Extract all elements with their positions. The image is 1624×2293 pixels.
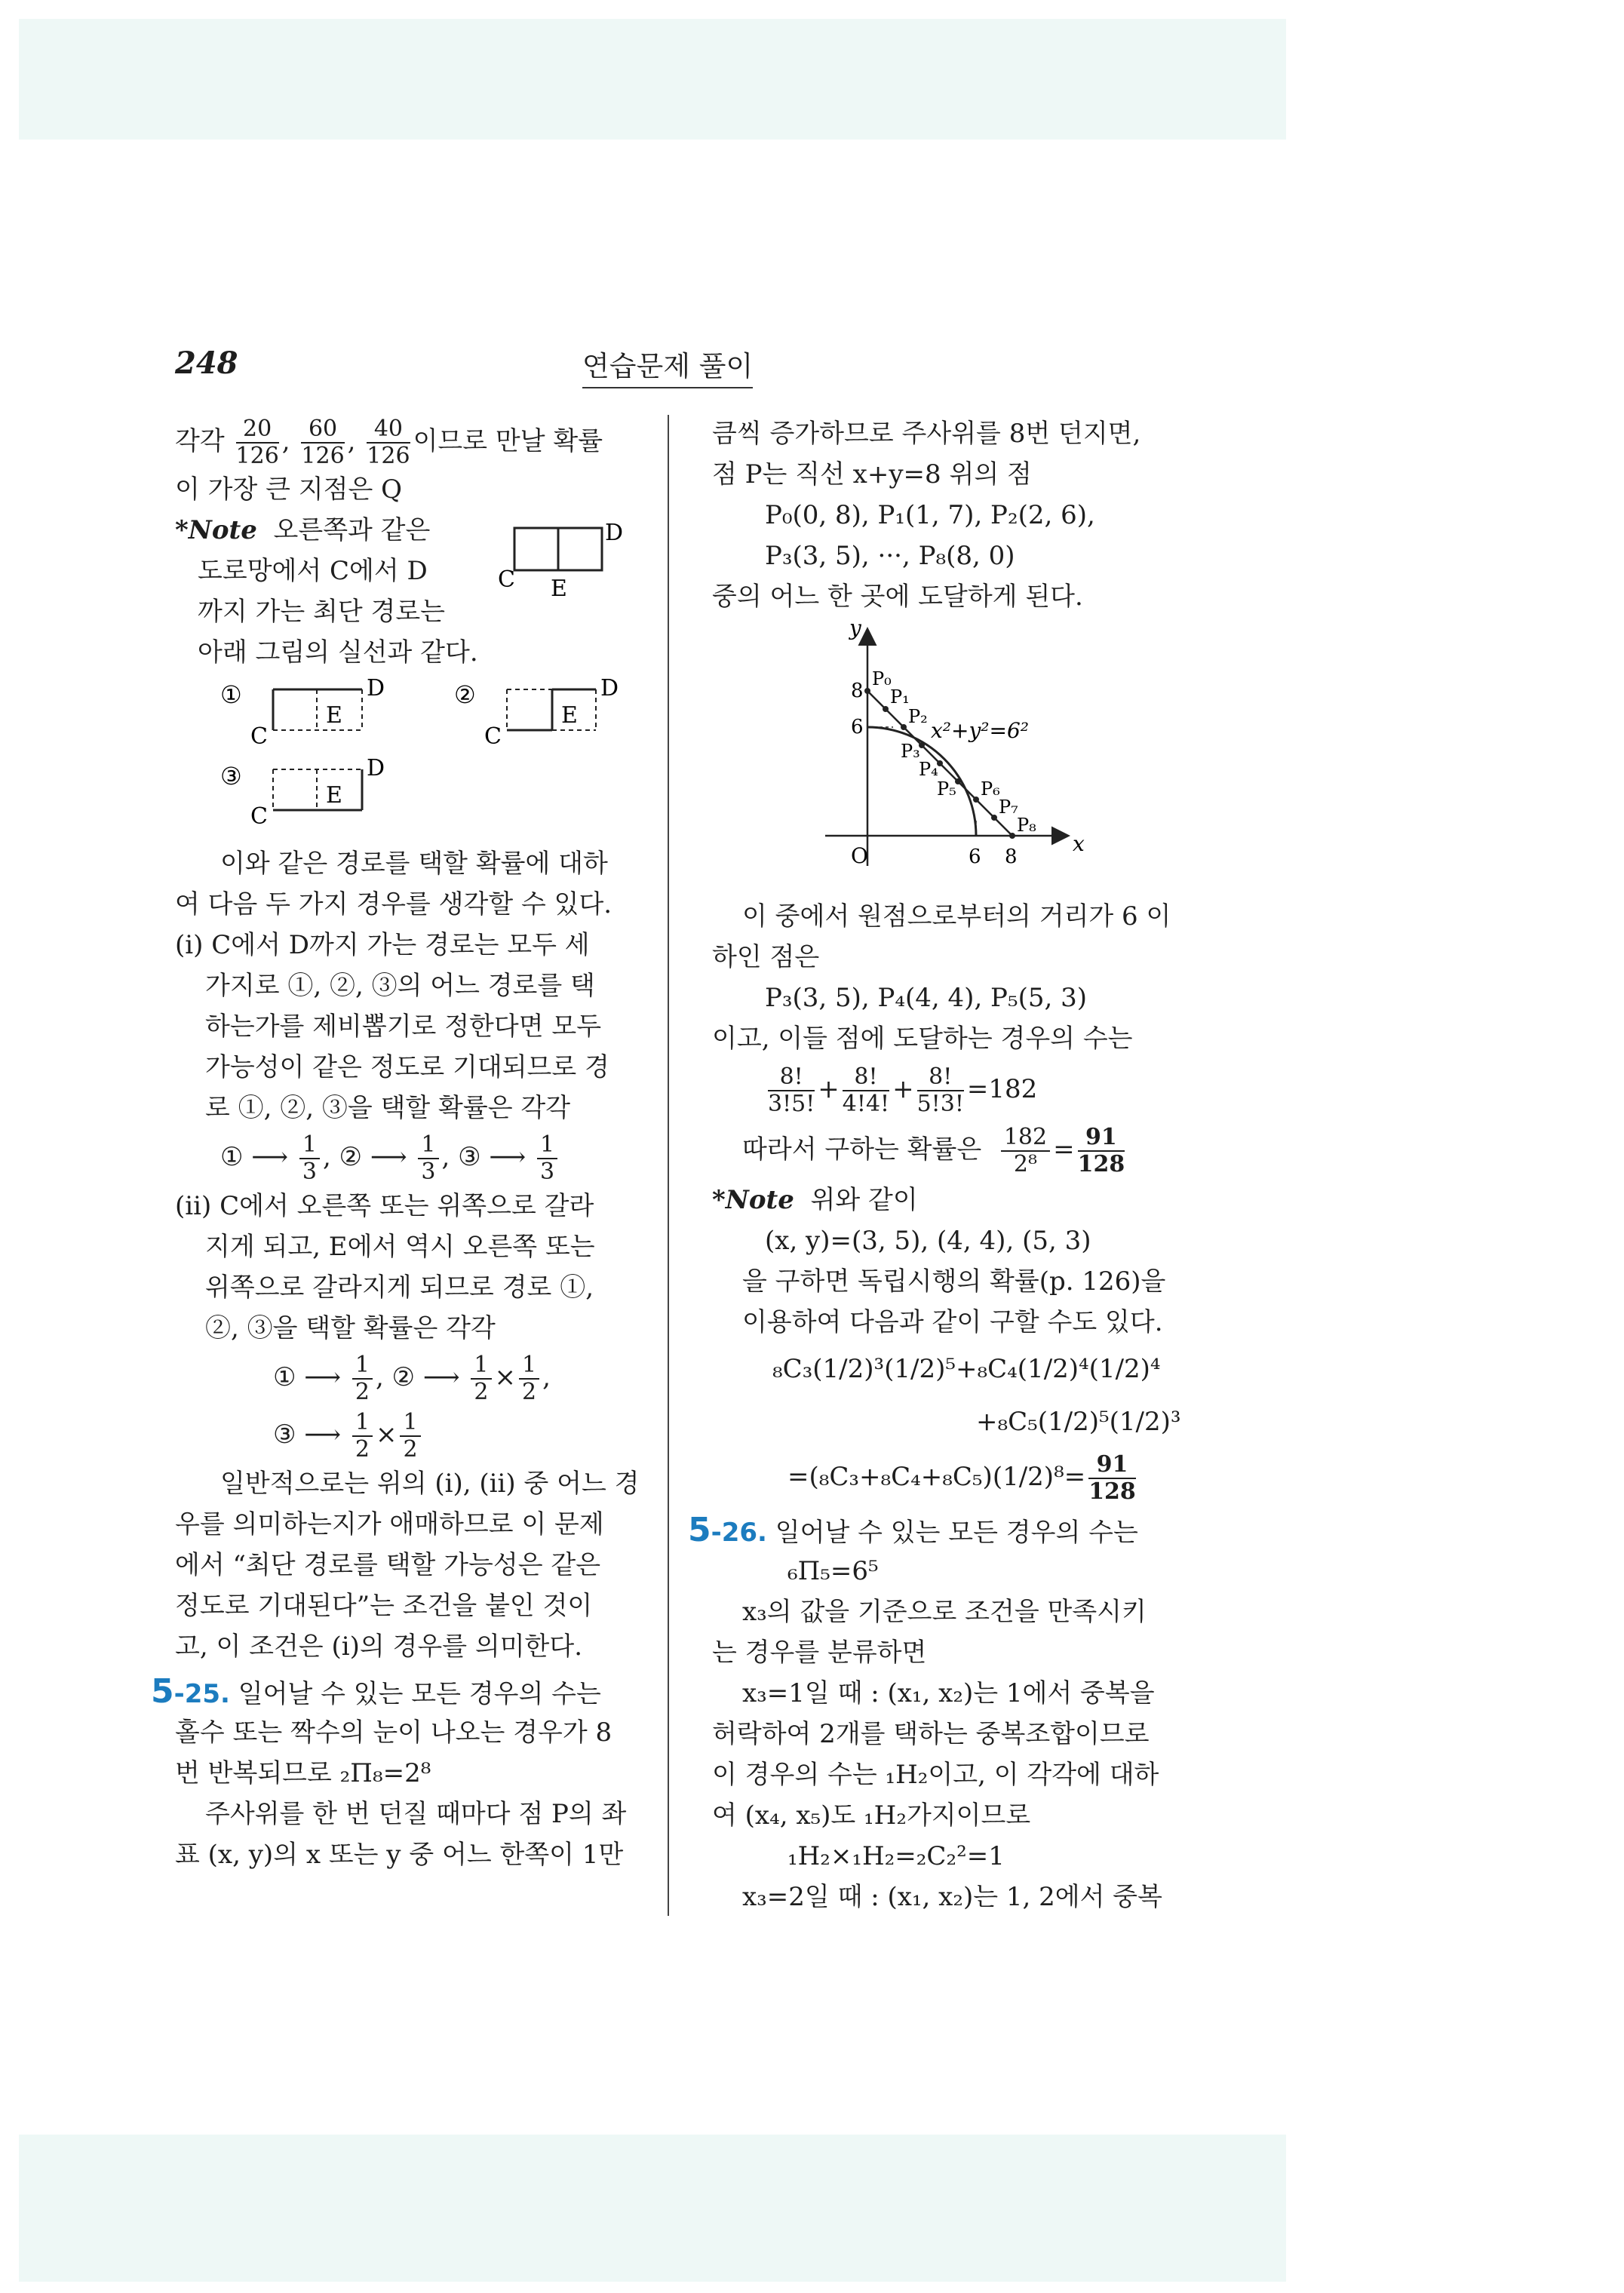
svg-text:P₅: P₅ [937, 778, 956, 800]
svg-text:C: C [250, 723, 268, 750]
column-divider [668, 415, 669, 1916]
svg-text:P₈: P₈ [1017, 815, 1036, 836]
svg-text:P₀: P₀ [872, 668, 892, 689]
problem-number: 5-25. [151, 1672, 230, 1711]
svg-text:y: y [849, 617, 861, 640]
intro-line: 각각 $\frac{20}{126}$ , $\frac{60}{126}$ , $\frac{40}{126}$ 이므로 만날 확률 [175, 416, 603, 469]
svg-text:x²+y²=6²: x²+y²=6² [931, 718, 1030, 743]
note-label: *Note [175, 515, 257, 545]
svg-text:D: D [600, 675, 619, 701]
path-diagrams [175, 673, 643, 831]
case2-equation-2: ③ ⟶ $\frac{1}{2}$ × $\frac{1}{2}$ [175, 1406, 643, 1463]
svg-text:8: 8 [851, 680, 864, 702]
svg-text:①: ① [220, 680, 242, 709]
svg-text:6: 6 [851, 716, 864, 738]
note-label: *Note [712, 1185, 794, 1215]
svg-text:P₆: P₆ [981, 778, 1000, 800]
page-number: 248 [175, 345, 238, 381]
top-color-band [19, 19, 1286, 140]
problem-number: 5-26. [688, 1511, 767, 1549]
fraction: $\frac{60}{126}$ [301, 416, 345, 469]
svg-text:P₁: P₁ [890, 686, 910, 708]
svg-text:C: C [250, 803, 268, 830]
problem-5-26: 5-26. 일어날 수 있는 모든 경우의 수는 [688, 1511, 1138, 1549]
expression-result: =(₈C₃+₈C₄+₈C₅)(1/2)⁸= $\frac{91}{128}$ [787, 1451, 1136, 1505]
sum-equation: $\frac{8!}{3!5!}$ + $\frac{8!}{4!4!}$ + $\frac{8!}{5!3!}$ =182 [768, 1064, 1038, 1117]
svg-text:x: x [1073, 831, 1085, 856]
probability-result: 따라서 구하는 확률은 $\frac{182}{\text{2⁸}}$ = $\frac{91}{128}$ [742, 1124, 1125, 1177]
fraction: $\frac{20}{126}$ [235, 416, 279, 469]
svg-text:C: C [484, 723, 502, 750]
svg-text:D: D [605, 520, 624, 546]
svg-text:D: D [367, 755, 385, 781]
svg-text:P₂: P₂ [908, 706, 928, 727]
svg-text:E: E [326, 782, 342, 809]
svg-text:E: E [561, 702, 578, 729]
text-line: 이 가장 큰 지점은 Q [175, 474, 403, 505]
road-network-diagram [492, 517, 628, 608]
svg-text:O: O [851, 843, 868, 868]
svg-text:②: ② [454, 680, 476, 709]
svg-text:P₇: P₇ [999, 797, 1018, 818]
problem-5-25: 5-25. 일어날 수 있는 모든 경우의 수는 [151, 1672, 601, 1711]
case2-equation-1: ① ⟶ $\frac{1}{2}$ , ② ⟶ $\frac{1}{2}$ × $\frac{1}{2}$ , [273, 1352, 551, 1405]
svg-text:③: ③ [220, 762, 242, 790]
svg-text:C: C [498, 566, 515, 593]
svg-text:P₄: P₄ [919, 759, 938, 780]
svg-text:D: D [367, 675, 385, 701]
case1-equation: ① ⟶ $\frac{1}{3}$ , ② ⟶ $\frac{1}{3}$ , ③ ⟶ $\frac{1}{3}$ [175, 1128, 643, 1186]
lattice-points [864, 688, 1015, 839]
note-block: *Note 오른쪽과 같은 도로망에서 C에서 D 까지 가는 최단 경로는 아래 그림의 실선과 같다. C D E [175, 510, 643, 673]
left-column: 각각 $\frac{20}{126}$ , $\frac{60}{126}$ , $\frac{40}{126}$ 이므로 만날 확률 이 가장 큰 지점은 Q *Note 오른쪽과 같은 도로망에서 C에서 D 까지 가는 최단 경로는 아래 그림의 실선과 같다. C D E ① C E D ② C E D ③ C E D 이와 같은 경로를 택할 확률에 대하 여 다음 두 가지 경우를 생각할 수 있다. (i) C에서 D까지 가는 경로는 모두 세 가지로 ①, ②, ③의 어느 경로를 택 하는가를 제비뽑기로 정한다면 모두 가능성이 같은 정도로 기대되므로 경 로 ①, ②, ③을 택할 확률은 각각 ① ⟶ $\frac{1}{3}$ , ② ⟶ $\frac{1}{3}$ , ③ ⟶ $\frac{1}{3}$ (ii) C에서 오른쪽 또는 위쪽으로 갈라 지게 되고, E에서 역시 오른쪽 또는 위쪽으로 갈라지게 되므로 경로 ①, ②, ③을 택할 확률은 각각 ① ⟶ $\frac{1}{2}$ , ② ⟶ $\frac{1}{2}$ × $\frac{1}{2}$ , ③ ⟶ $\frac{1}{2}$ × $\frac{1}{2}$ 일반적으로는 위의 (i), (ii) 중 어느 경 우를 의미하는지가 애매하므로 이 문제 에서 “최단 경로를 택할 가능성은 같은 정도로 기대된다”는 조건을 붙인 것이 고, 이 조건은 (i)의 경우를 의미한다. 5-25. 일어날 수 있는 모든 경우의 수는 홀수 또는 짝수의 눈이 나오는 경우가 8 번 반복되므로 ₂Π₈=2⁸ 주사위를 한 번 던질 때마다 점 P의 좌 표 (x, y)의 x 또는 y 중 어느 한쪽이 1만 [175, 413, 643, 1875]
svg-text:P₃: P₃ [901, 741, 920, 762]
svg-text:8: 8 [1005, 846, 1018, 868]
svg-text:6: 6 [969, 846, 981, 868]
fraction: $\frac{40}{126}$ [367, 416, 410, 469]
right-column: 큼씩 증가하므로 주사위를 8번 던지면, 점 P는 직선 x+y=8 위의 점 P₀(0, 8), P₁(1, 7), P₂(2, 6), P₃(3, 5), ···, P₈(8, 0) 중의 어느 한 곳에 도달하게 된다. y x O 8 6 6 8 x²+y²=6² P₀ P₁ P₂ P₃ P₄ P₅ P₆ P₇ P₈ 이 중에서 원점으로부터의 거리가 6 이 하인 점은 P₃(3, 5), P₄(4, 4), P₅(5, 3) 이고, 이들 점에 도달하는 경우의 수는 $\frac{8!}{3!5!}$ + $\frac{8!}{4!4!}$ + $\frac{8!}{5!3!}$ =182 따라서 구하는 확률은 $\frac{182}{\text{2⁸}}$ = $\frac{91}{128}$ *Note 위와 같이 (x, y)=(3, 5), (4, 4), (5, 3) 을 구하면 독립시행의 확률(p. 126)을 이용하여 다음과 같이 구할 수도 있다. ₈C₃(1/2)³(1/2)⁵+₈C₄(1/2)⁴(1/2)⁴ +₈C₅(1/2)⁵(1/2)³ =(₈C₃+₈C₄+₈C₅)(1/2)⁸= $\frac{91}{128}$ 5-26. 일어날 수 있는 모든 경우의 수는 ₆Π₅=6⁵ x₃의 값을 기준으로 조건을 만족시키 는 경우를 분류하면 x₃=1일 때 : (x₁, x₂)는 1에서 중복을 허락하여 2개를 택하는 중복조합이므로 이 경우의 수는 ₁H₂이고, 이 각각에 대하 여 (x₄, x₅)도 ₁H₂가지이므로 ₁H₂×₁H₂=₂C₂²=1 x₃=2일 때 : (x₁, x₂)는 1, 2에서 중복 [712, 413, 1195, 1917]
lattice-graph [712, 617, 1195, 873]
bottom-color-band [19, 2135, 1286, 2282]
page-header: 연습문제 풀이 [582, 343, 753, 388]
svg-text:E: E [551, 576, 567, 602]
svg-text:E: E [326, 702, 342, 729]
